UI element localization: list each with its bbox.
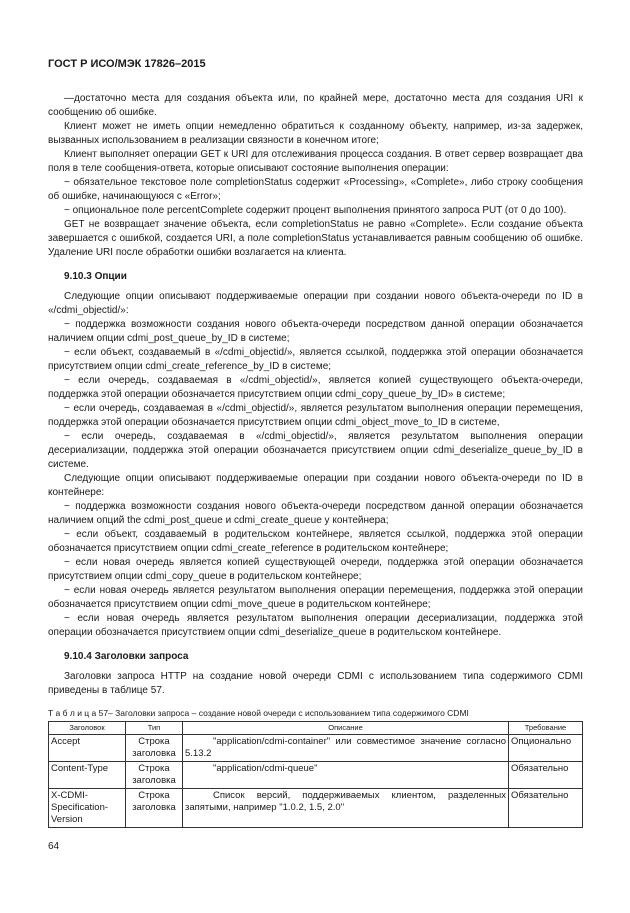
column-header-requirement: Требование	[509, 722, 583, 735]
column-header-name: Заголовок	[49, 722, 126, 735]
column-header-description: Описание	[183, 722, 509, 735]
list-item: − если новая очередь является результатом выполнения операции десериализации, поддержка этой операции обозначается присутствием опции cdmi_deserialize_queue в родительском контейнере.	[48, 613, 583, 638]
table-cell-requirement: Опционально	[509, 735, 583, 762]
table-cell-header-name: Content-Type	[49, 762, 126, 789]
list-item: − если объект, создаваемый в «/cdmi_objectid/», является ссылкой, поддержка этой операции обозначается присутствием опции cdmi_create_reference_by_ID в системе;	[48, 347, 583, 372]
table-row	[49, 789, 583, 828]
section-options	[48, 290, 583, 640]
table-cell-requirement: Обязательно	[509, 789, 583, 828]
table-cell-type: Строка заголовка	[126, 735, 183, 762]
page-number: 64	[48, 841, 60, 852]
table-caption: Т а б л и ц а 57– Заголовки запроса – создание новой очереди с использованием типа содержимого CDMI	[48, 708, 469, 718]
table-row	[49, 762, 583, 789]
table-cell-description: Список версий, поддерживаемых клиентом, разделенных запятыми, например "1.0.2, 1.5, 2.0"	[183, 789, 509, 828]
table-cell-header-name: X-CDMI-Specification-Version	[49, 789, 126, 828]
list-item: − поддержка возможности создания нового объекта-очереди посредством данной операции обозначается наличием опции cdmi_post_queue_by_ID в системе;	[48, 319, 583, 344]
paragraph: —достаточно места для создания объекта или, по крайней мере, достаточно места для создания URI к сообщению об ошибке.	[48, 93, 583, 118]
paragraph: Клиент может не иметь опции немедленно обратиться к созданному объекту, например, из-за задержек, вызванных использованием в реализации связности в конечном итоге;	[48, 121, 583, 146]
list-item: − если очередь, создаваемая в «/cdmi_objectid/», является результатом выполнения операции десериализации, поддержка этой операции обозначается присутствием опции cdmi_deserialize_queue_by_ID в системе.	[48, 431, 583, 470]
paragraph: Клиент выполняет операции GET к URI для отслеживания процесса создания. В ответ сервер возвращает два поля в теле сообщения-ответа, которые описывают состояние выполнения операции:	[48, 149, 583, 174]
table-cell-requirement: Обязательно	[509, 762, 583, 789]
table-cell-description: "application/cdmi-container" или совместимое значение согласно 5.13.2	[183, 735, 509, 762]
list-item: − поддержка возможности создания нового объекта-очереди посредством данной операции обозначается наличием опций the cdmi_post_queue и cdmi_create_queue у контейнера;	[48, 501, 583, 526]
list-item: − обязательное текстовое поле completionStatus содержит «Processing», «Complete», либо строку сообщения об ошибке, начинающуюся с «Error»;	[48, 177, 583, 202]
section-creation-status	[48, 92, 583, 260]
table-cell-type: Строка заголовка	[126, 789, 183, 828]
section-heading-request-headers: 9.10.4 Заголовки запроса	[64, 651, 189, 662]
list-item: − если объект, создаваемый в родительском контейнере, является ссылкой, поддержка этой операции обозначается присутствием опции cdmi_create_reference в родительском контейнере;	[48, 529, 583, 554]
paragraph: Следующие опции описывают поддерживаемые операции при создании нового объекта-очереди по ID в «/cdmi_objectid/»:	[48, 291, 583, 316]
table-header-row	[49, 722, 583, 735]
table-cell-type: Строка заголовка	[126, 762, 183, 789]
table-row	[49, 735, 583, 762]
document-body	[48, 92, 583, 828]
list-item: − если новая очередь является копией существующей очереди, поддержка этой операции обозначается присутствием опции cdmi_copy_queue в родительском контейнере;	[48, 557, 583, 582]
paragraph: Следующие опции описывают поддерживаемые операции при создании нового объекта-очереди по ID в контейнере:	[48, 473, 583, 498]
list-item: − если очередь, создаваемая в «/cdmi_objectid/», является копией существующего объекта-очереди, поддержка этой операции обозначается присутствием опции cdmi_copy_queue_by_ID» в системе;	[48, 375, 583, 400]
column-header-type: Тип	[126, 722, 183, 735]
table-cell-header-name: Accept	[49, 735, 126, 762]
section-heading-options: 9.10.3 Опции	[64, 271, 127, 282]
table-cell-description: "application/cdmi-queue"	[183, 762, 509, 789]
list-item: − опциональное поле percentComplete содержит процент выполнения принятого запроса PUT (от 0 до 100).	[64, 205, 567, 216]
document-header: ГОСТ Р ИСО/МЭК 17826–2015	[48, 58, 206, 70]
request-headers-table	[48, 721, 583, 828]
list-item: − если очередь, создаваемая в «/cdmi_objectid/», является результатом выполнения операции перемещения, поддержка этой операции обозначается присутствием опции cdmi_object_move_to_ID в системе,	[48, 403, 583, 428]
paragraph: Заголовки запроса HTTP на создание новой очереди CDMI с использованием типа содержимого CDMI приведены в таблице 57.	[48, 671, 583, 696]
list-item: − если новая очередь является результатом выполнения операции перемещения, поддержка этой операции обозначается присутствием опции cdmi_move_queue в родительском контейнере;	[48, 585, 583, 610]
paragraph: GET не возвращает значение объекта, если completionStatus не равно «Complete». Если создание объекта завершается с ошибкой, создается URI, а поле completionStatus устанавливается равным сообщению об ошибке. Удаление URI после обработки ошибки возлагается на клиента.	[48, 219, 583, 258]
